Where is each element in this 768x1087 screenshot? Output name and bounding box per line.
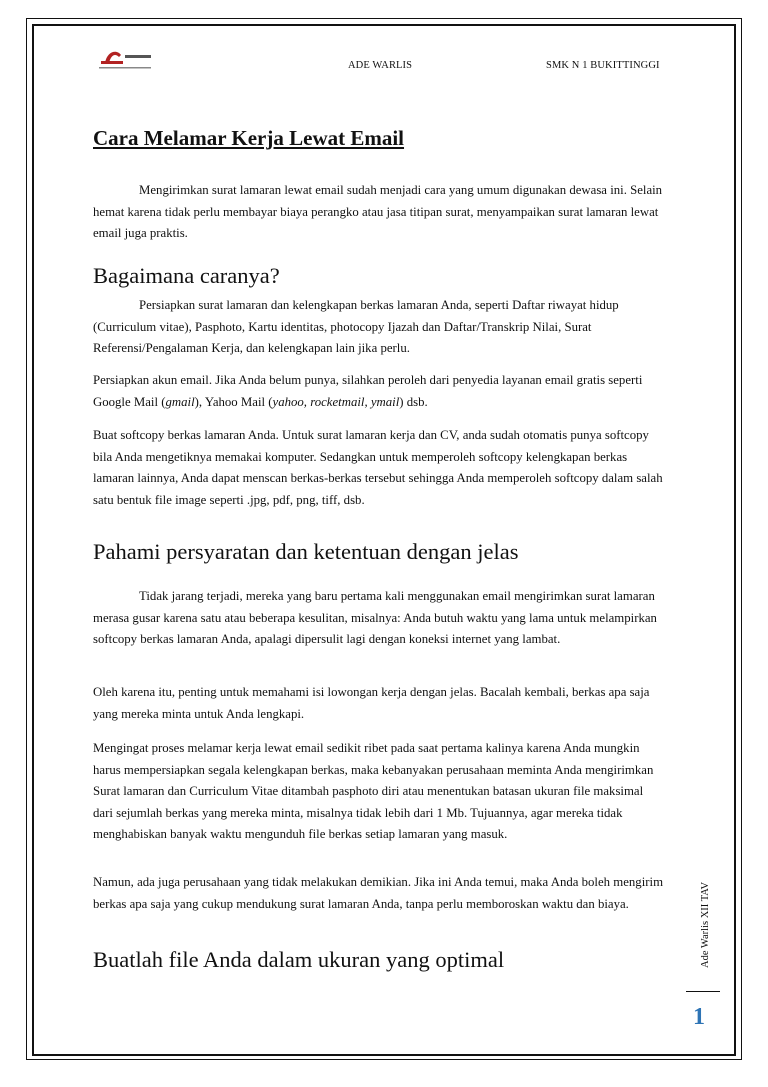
page-number: 1 <box>693 1004 705 1030</box>
text-segment: Persiapkan akun email. Jika Anda belum punya, silahkan peroleh dari penyedia layanan email gratis seperti Google Mail ( <box>93 373 643 409</box>
text-segment: ) dsb. <box>399 394 428 409</box>
school-logo <box>95 45 155 73</box>
paragraph-prepare-email <box>93 370 665 413</box>
intro-paragraph: Mengirimkan surat lamaran lewat email sudah menjadi cara yang umum digunakan dewasa ini. Selain hemat karena tidak perlu membayar biaya perangko atau jasa titipan surat, menyampaikan surat lamaran lewat email juga praktis. <box>93 183 663 240</box>
text-yahoo: yahoo, rocketmail, ymail <box>272 394 400 409</box>
header-school: SMK N 1 BUKITTINGGI <box>546 60 660 71</box>
paragraph-understand: Oleh karena itu, penting untuk memahami isi lowongan kerja dengan jelas. Bacalah kembali, berkas apa saja yang mereka minta untuk Anda lengkapi. <box>93 685 650 721</box>
paragraph-other-companies: Namun, ada juga perusahaan yang tidak melakukan demikian. Jika ini Anda temui, maka Anda boleh mengirim berkas apa saja yang cukup mendukung surat lamaran Anda, tanpa perlu memboroskan waktu dan biaya. <box>93 875 664 911</box>
text-segment: ), Yahoo Mail ( <box>194 394 273 409</box>
section-heading-file-size: Buatlah file Anda dalam ukuran yang optimal <box>93 947 505 972</box>
section-heading-requirements: Pahami persyaratan dan ketentuan dengan jelas <box>93 539 519 564</box>
text-gmail: gmail <box>165 394 195 409</box>
section-heading-how: Bagaimana caranya? <box>93 263 280 288</box>
header-author: ADE WARLIS <box>348 60 413 71</box>
paragraph-file-limits: Mengingat proses melamar kerja lewat email sedikit ribet pada saat pertama kalinya karena Anda mungkin harus mempersiapkan segala kelengkapan berkas, maka kebanyakan perusahaan meminta Anda mengirimkan Surat lamaran dan Curriculum Vitae ditambah pasphoto diri atau menentukan batasan ukuran file maksimal dari sejumlah berkas yang mereka minta, misalnya tidak lebih dari 1 Mb. Tujuannya, agar mereka tidak menghabiskan banyak waktu mengunduh file berkas setiap lamaran yang masuk. <box>93 741 654 841</box>
side-author-label: Ade Warlis XII TAV <box>700 882 711 969</box>
document-title: Cara Melamar Kerja Lewat Email <box>93 126 405 150</box>
footer-divider <box>686 991 720 992</box>
paragraph-difficulties: Tidak jarang terjadi, mereka yang baru pertama kali menggunakan email mengirimkan surat lamaran merasa gusar karena satu atau beberapa kesulitan, misalnya: Anda butuh waktu yang lama untuk melampirkan softcopy berkas lamaran Anda, apalagi dipersulit lagi dengan koneksi internet yang lambat. <box>93 589 657 646</box>
paragraph-prepare-documents: Persiapkan surat lamaran dan kelengkapan berkas lamaran Anda, seperti Daftar riwayat hidup (Curriculum vitae), Pasphoto, Kartu identitas, photocopy Ijazah dan Daftar/Transkrip Nilai, Surat Referensi/Pengalaman Kerja, dan kelengkapan lain jika perlu. <box>93 298 619 355</box>
paragraph-softcopy: Buat softcopy berkas lamaran Anda. Untuk surat lamaran kerja dan CV, anda sudah otomatis punya softcopy bila Anda mengetiknya memakai komputer. Sedangkan untuk memperoleh softcopy kelengkapan berkas lamaran lainnya, Anda dapat menscan berkas-berkas tersebut sehingga Anda memperoleh softcopy dalam salah satu bentuk file image seperti .jpg, pdf, png, tiff, dsb. <box>93 428 663 507</box>
